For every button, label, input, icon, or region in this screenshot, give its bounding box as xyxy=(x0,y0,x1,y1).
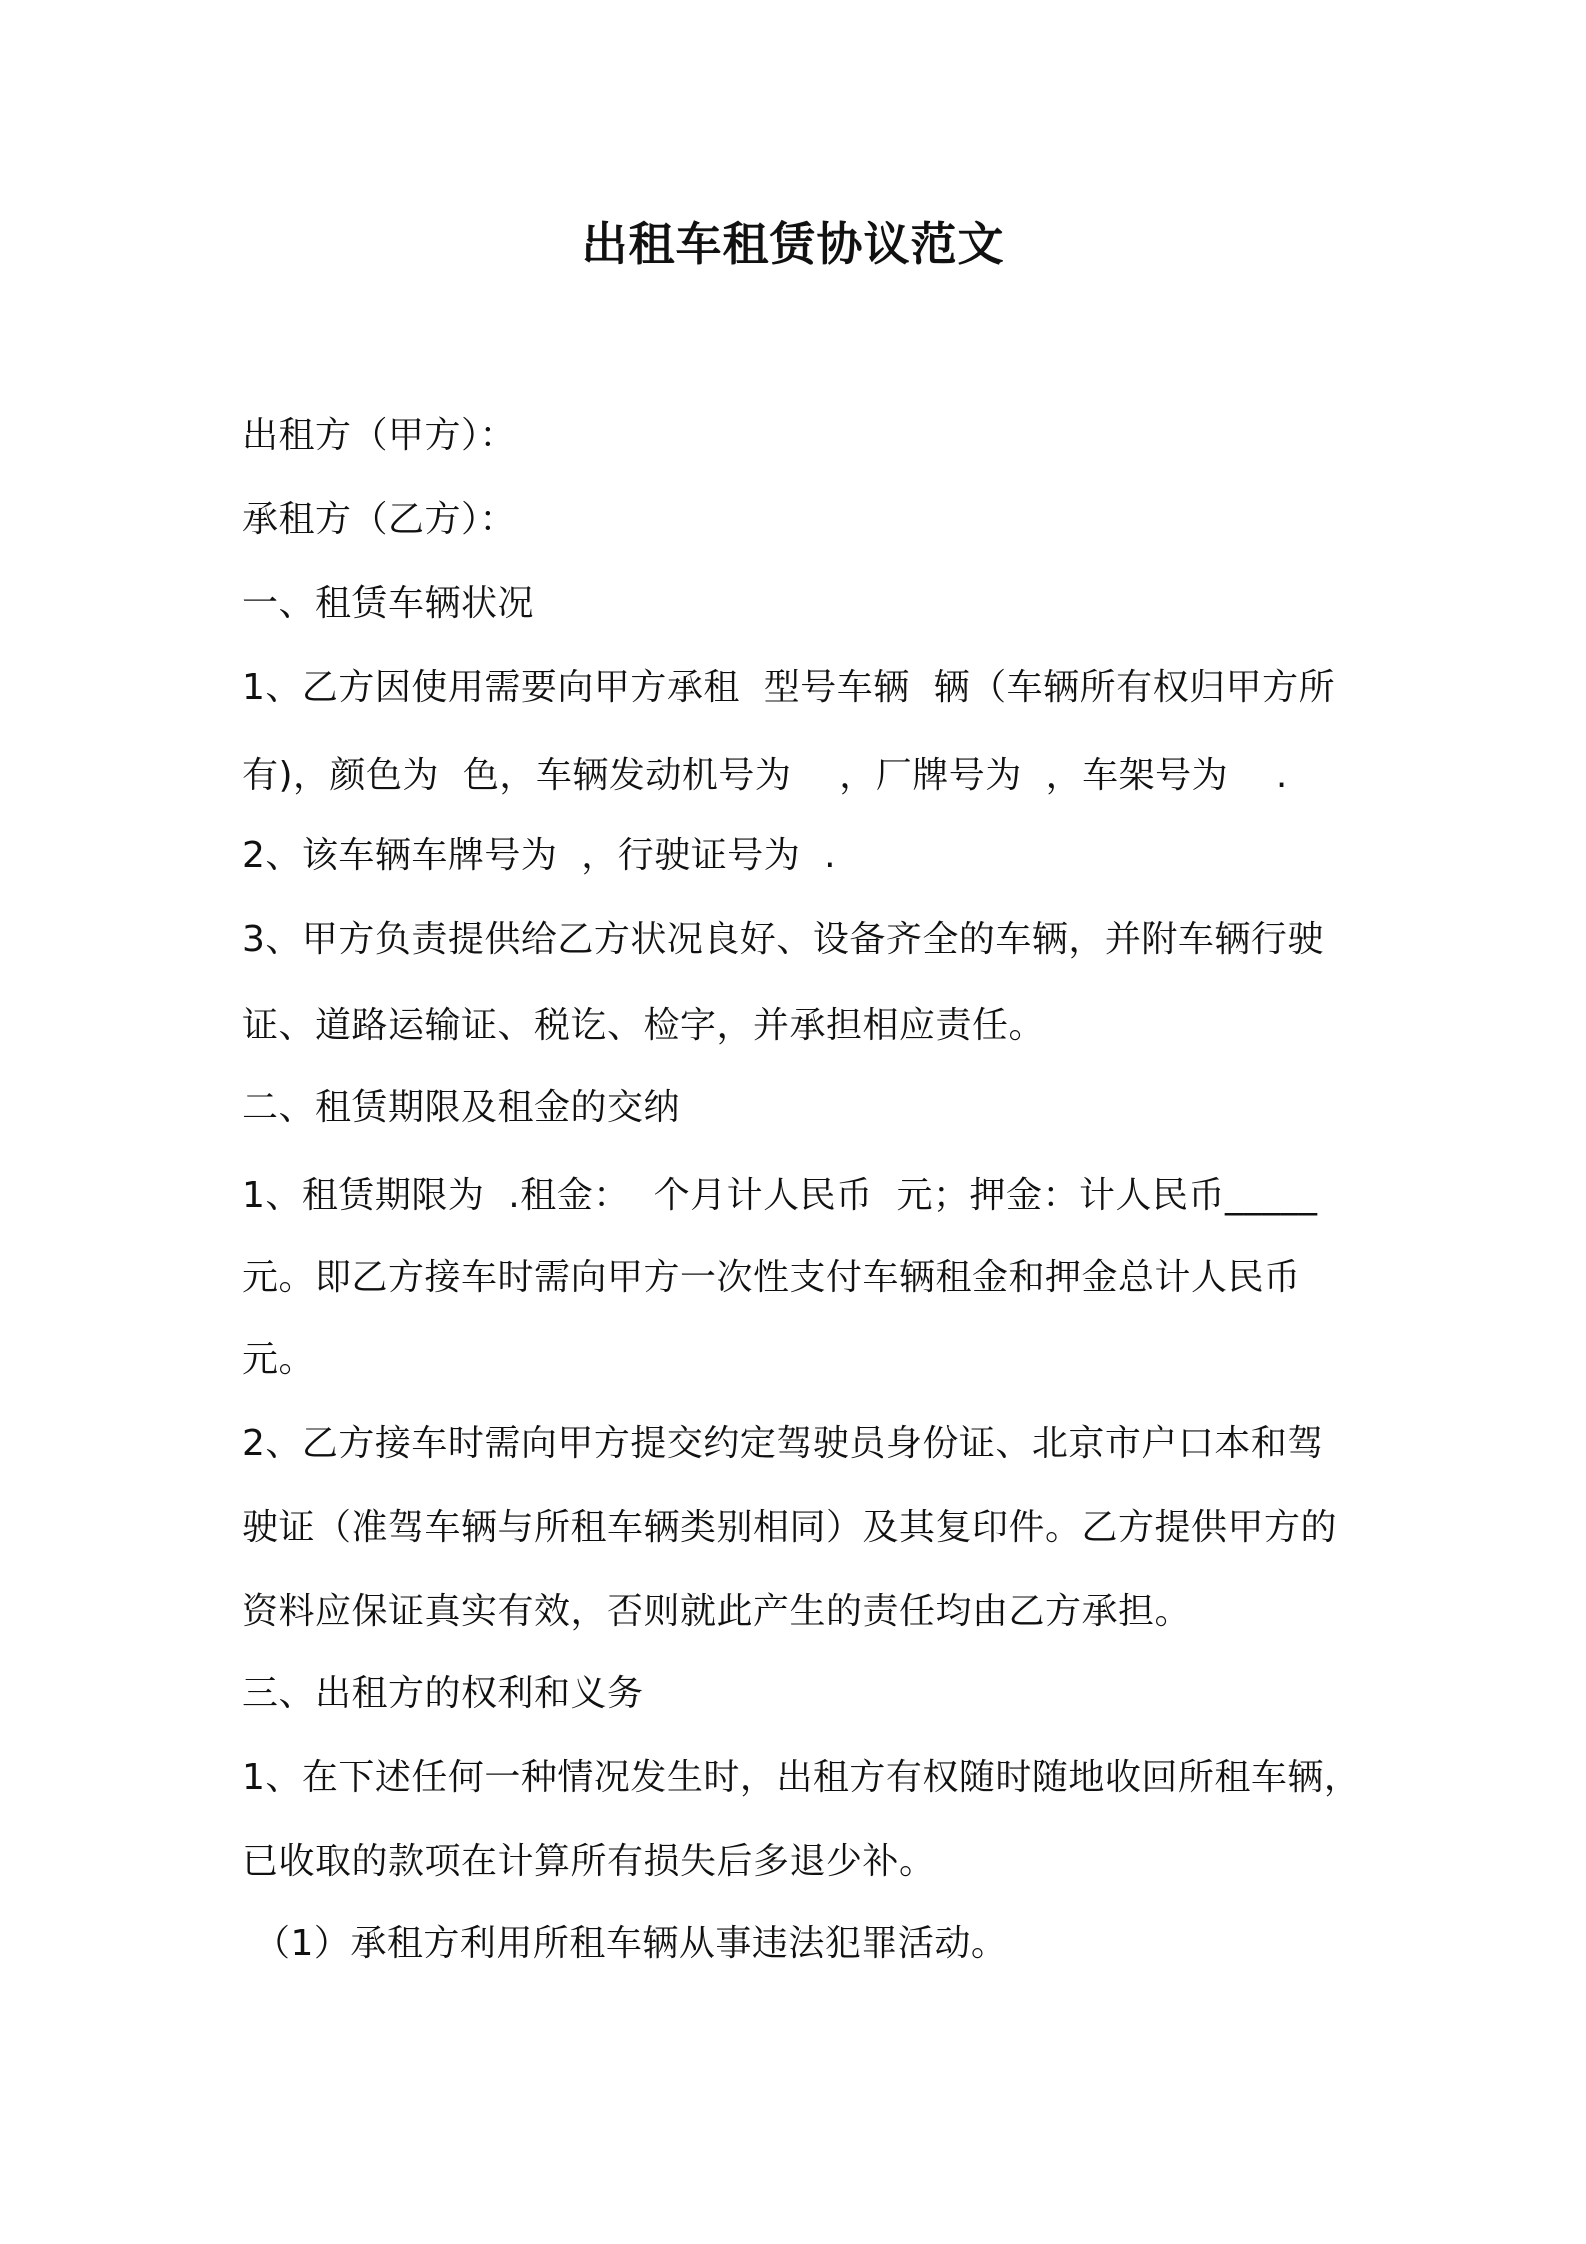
paragraph-line: 证、道路运输证、税讫、检字，并承担相应责任。 xyxy=(242,1005,1046,1046)
section-heading-3: 三、出租方的权利和义务 xyxy=(242,1673,644,1714)
paragraph-line: 驶证（准驾车辆与所租车辆类别相同）及其复印件。乙方提供甲方的 xyxy=(242,1507,1338,1548)
party-a-line: 出租方（甲方）： xyxy=(242,415,517,456)
paragraph-line: 1、租赁期限为 .租金： 个月计人民币 元；押金：计人民币_____ xyxy=(242,1175,1318,1216)
list-item: （1）承租方利用所租车辆从事违法犯罪活动。 xyxy=(242,1923,1008,1964)
paragraph-line: 1、在下述任何一种情况发生时，出租方有权随时随地收回所租车辆， xyxy=(242,1757,1361,1798)
paragraph-line: 有)，颜色为 色，车辆发动机号为 ，厂牌号为 ，车架号为 . xyxy=(242,755,1288,796)
paragraph-line: 元。 xyxy=(242,1339,316,1380)
paragraph-line: 3、甲方负责提供给乙方状况良好、设备齐全的车辆，并附车辆行驶 xyxy=(242,919,1324,960)
paragraph-line: 元。即乙方接车时需向甲方一次性支付车辆租金和押金总计人民币 xyxy=(242,1257,1301,1298)
paragraph-line: 资料应保证真实有效，否则就此产生的责任均由乙方承担。 xyxy=(242,1591,1192,1632)
paragraph-line: 2、该车辆车牌号为 ，行驶证号为 . xyxy=(242,835,837,876)
party-b-line: 承租方（乙方）： xyxy=(242,499,517,540)
document-title: 出租车租赁协议范文 xyxy=(581,217,1005,271)
paragraph-line: 1、乙方因使用需要向甲方承租 型号车辆 辆（车辆所有权归甲方所 xyxy=(242,667,1336,708)
section-heading-2: 二、租赁期限及租金的交纳 xyxy=(242,1087,681,1128)
paragraph-line: 已收取的款项在计算所有损失后多退少补。 xyxy=(242,1841,936,1882)
section-heading-1: 一、租赁车辆状况 xyxy=(242,583,535,624)
paragraph-line: 2、乙方接车时需向甲方提交约定驾驶员身份证、北京市户口本和驾 xyxy=(242,1423,1324,1464)
